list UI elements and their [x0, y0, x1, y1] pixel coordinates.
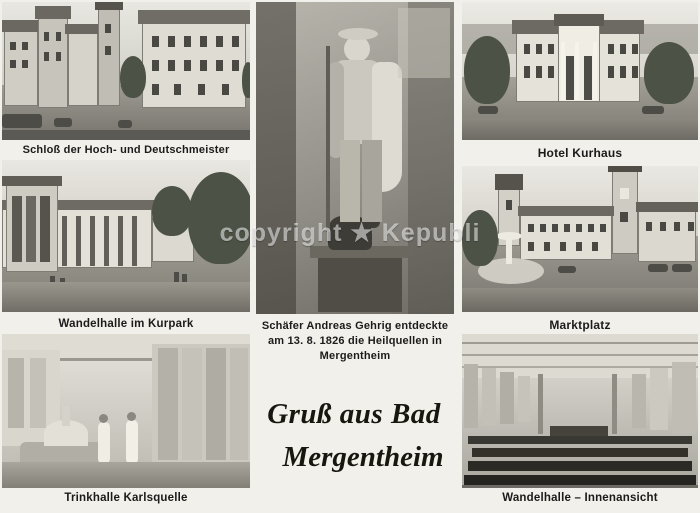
- photo-marktplatz: [462, 166, 698, 312]
- photo-shepherd-statue: [256, 2, 454, 314]
- caption-shepherd-line1: Schäfer Andreas Gehrig entdeckte: [261, 320, 449, 332]
- caption-shepherd-line2: am 13. 8. 1826 die Heilquellen in: [267, 335, 443, 347]
- photo-trinkhalle-karlsquelle: [2, 334, 250, 488]
- watermark: copyright ★ Kepubli: [219, 219, 481, 247]
- greeting-line-1: Gruß aus Bad: [267, 398, 441, 430]
- caption-trinkhalle: Trinkhalle Karlsquelle: [64, 492, 188, 504]
- caption-wandelhalle-innenansicht: Wandelhalle – Innenansicht: [502, 492, 658, 504]
- caption-shepherd-line3: Mergentheim: [319, 350, 391, 362]
- caption-hotel-kurhaus: Hotel Kurhaus: [537, 146, 623, 160]
- photo-wandelhalle-innenansicht: [462, 334, 698, 488]
- photo-hotel-kurhaus: [462, 2, 698, 140]
- caption-marktplatz: Marktplatz: [549, 318, 611, 332]
- greeting-line-2: Mergentheim: [282, 441, 444, 473]
- greeting-text: [248, 398, 460, 474]
- caption-castle: Schloß der Hoch- und Deutschmeister: [22, 144, 230, 156]
- photo-castle: [2, 2, 250, 140]
- photo-wandelhalle-kurpark: [2, 160, 250, 312]
- caption-wandelhalle-kurpark: Wandelhalle im Kurpark: [58, 318, 194, 330]
